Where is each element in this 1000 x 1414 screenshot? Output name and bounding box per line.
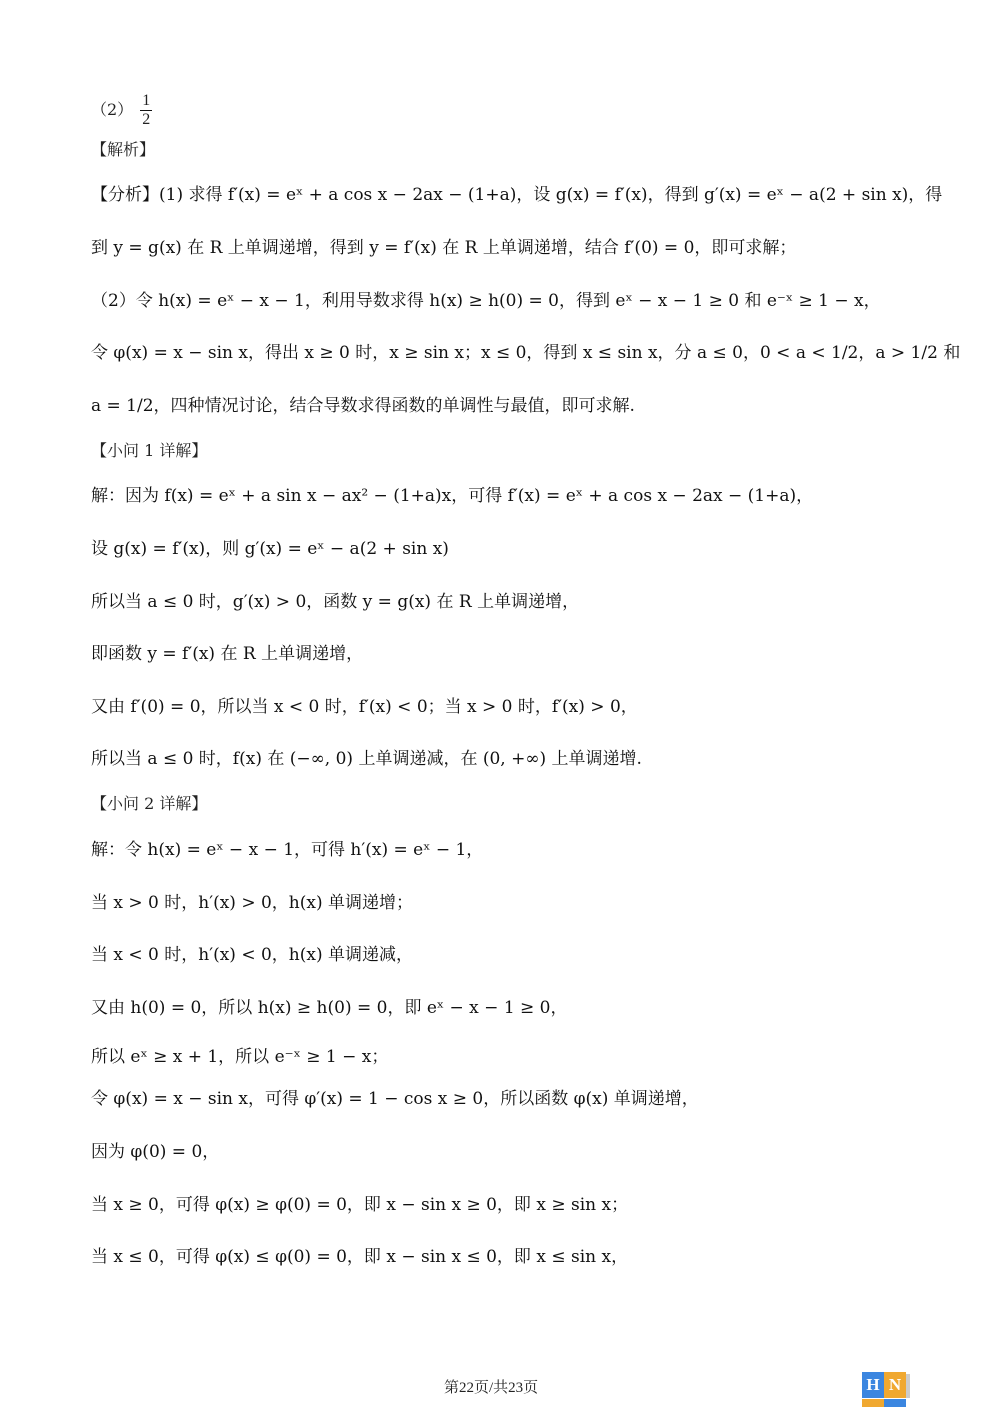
sub2-line-3: 当 x < 0 时，h′(x) < 0，h(x) 单调递减， <box>91 945 413 965</box>
analysis-line-4: 令 φ(x) = x − sin x，得出 x ≥ 0 时，x ≥ sin x；x ≤ 0，得到 x ≤ sin x，分 a ≤ 0，0 < a < 1/2，a > 1/2 和 <box>91 343 961 363</box>
sub2-line-9: 当 x ≤ 0，可得 φ(x) ≤ φ(0) = 0，即 x − sin x ≤ 0，即 x ≤ sin x， <box>91 1247 629 1267</box>
sub1-line-2: 设 g(x) = f′(x)，则 g′(x) = eˣ − a(2 + sin x) <box>91 539 449 559</box>
sub2-line-1: 解：令 h(x) = eˣ − x − 1，可得 h′(x) = eˣ − 1， <box>91 840 484 860</box>
sub1-line-1: 解：因为 f(x) = eˣ + a sin x − ax² − (1+a)x，可得 f′(x) = eˣ + a cos x − 2ax − (1+a)， <box>91 486 814 506</box>
page-number: 第22页/共23页 <box>444 1380 539 1396</box>
analysis-line-5: a = 1/2，四种情况讨论，结合导数求得函数的单调性与最值，即可求解. <box>91 396 635 416</box>
logo-bar-blue <box>884 1399 906 1407</box>
answer-fraction: $\frac{1}{2}$ <box>142 92 151 128</box>
analysis-line-2: 到 y = g(x) 在 R 上单调递增，得到 y = f′(x) 在 R 上单调递增，结合 f′(0) = 0，即可求解； <box>91 238 797 258</box>
sub1-line-6: 所以当 a ≤ 0 时，f(x) 在 (−∞, 0) 上单调递减，在 (0, +∞) 上单调递增. <box>91 749 642 769</box>
logo-letter-n: N <box>884 1372 906 1398</box>
sub2-heading: 【小问 2 详解】 <box>91 794 208 813</box>
logo-edge <box>906 1374 910 1398</box>
sub1-heading: 【小问 1 详解】 <box>91 441 208 460</box>
sub2-line-8: 当 x ≥ 0，可得 φ(x) ≥ φ(0) = 0，即 x − sin x ≥ 0，即 x ≥ sin x； <box>91 1195 629 1215</box>
sub2-line-4: 又由 h(0) = 0，所以 h(x) ≥ h(0) = 0，即 eˣ − x − 1 ≥ 0， <box>91 998 568 1018</box>
sub2-line-2: 当 x > 0 时，h′(x) > 0，h(x) 单调递增； <box>91 893 413 913</box>
sub1-line-5: 又由 f′(0) = 0，所以当 x < 0 时，f′(x) < 0；当 x > 0 时，f′(x) > 0， <box>91 697 638 717</box>
sub1-line-3: 所以当 a ≤ 0 时，g′(x) > 0，函数 y = g(x) 在 R 上单调递增， <box>91 592 580 612</box>
logo-bar-orange <box>862 1399 884 1407</box>
analysis-heading: 【解析】 <box>91 140 156 159</box>
sub2-line-7: 因为 φ(0) = 0， <box>91 1142 220 1162</box>
analysis-line-3: （2）令 h(x) = eˣ − x − 1，利用导数求得 h(x) ≥ h(0) = 0，得到 eˣ − x − 1 ≥ 0 和 e⁻ˣ ≥ 1 − x， <box>91 291 881 311</box>
answer-label: （2） <box>91 100 134 119</box>
answer-line <box>91 92 154 129</box>
logo-letter-h: H <box>862 1372 884 1398</box>
sub2-line-6: 令 φ(x) = x − sin x，可得 φ′(x) = 1 − cos x ≥ 0，所以函数 φ(x) 单调递增， <box>91 1089 699 1109</box>
sub1-line-4: 即函数 y = f′(x) 在 R 上单调递增， <box>91 644 364 664</box>
hn-logo <box>862 1372 910 1408</box>
analysis-line-1: 【分析】(1) 求得 f′(x) = eˣ + a cos x − 2ax − (1+a)，设 g(x) = f′(x)，得到 g′(x) = eˣ − a(2 + sin x)，得 <box>91 185 943 205</box>
sub2-line-5: 所以 eˣ ≥ x + 1，所以 e⁻ˣ ≥ 1 − x； <box>91 1047 389 1067</box>
